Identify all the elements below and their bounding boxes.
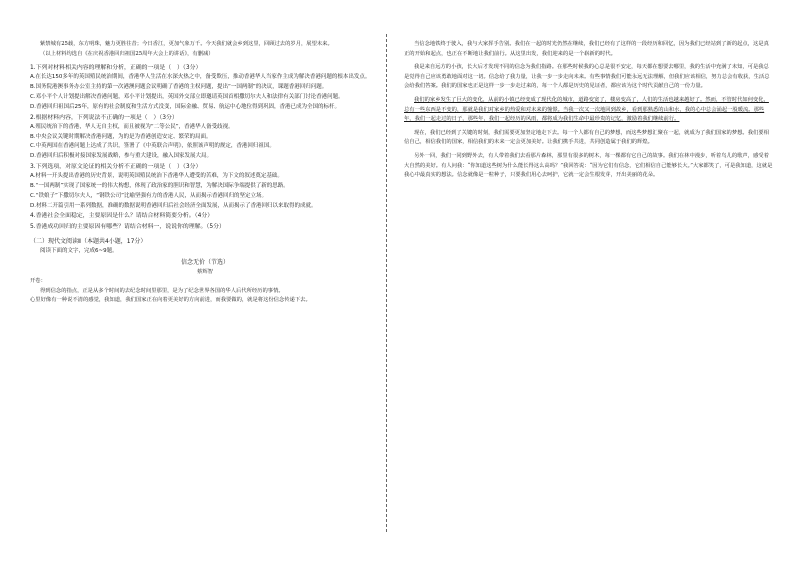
- story-author: 蔡辉智: [197, 268, 213, 275]
- question-5: 5.香港成功回归的主要原因有哪些？请结合材料一，说说你的理解。（5分）: [30, 223, 225, 230]
- story-paragraph-4-underlined: 我们的家乡发生了巨大的变化，从前的小镇已经变成了现代化的城市，道路变宽了，楼房变高了，人们的生活也越来越好了。然而，不管时代如何变化，总有一些东西是不变的，那就是我们对家乡的热爱和对未来的憧憬。当我一次又一次地回到故乡，看到那熟悉的山和水，我的心中总会涌起一股暖流。那些年，我们一起走过的日子，那些年，我们一起经历的风雨，都将成为我们生命中最珍贵的记忆，激励着我们继续前行。: [404, 96, 769, 123]
- right-column: [404, 40, 774, 181]
- story-paragraph-3: 我是来自远方的小孩，长大后才发现不同的信念为我们指路。在那些时候我的心总是很不安定，每天都在想要去哪里，我的生活中充满了未知，可是我总是觉得自己应该勇敢地面对这一切。信念给了我力量，让我一步一步走向未来。有些事情我们可能永远无法理解，但我们应该相信，努力总会有收获，生活总会给我们答案。我们的国家也正是这样一步一步走过来的，每一个人都是历史的见证者，都应该为这个时代贡献自己的一份力量。: [404, 64, 770, 90]
- question-2-option-b: B.中央会议关键时期解决香港问题，为的是为香港创造安定、繁荣的局面。: [30, 133, 212, 140]
- question-1-option-a: A.在长达150多年的英国殖民统治期间，香港华人生活在水深火热之中，备受欺压，推动香港华人当家作主成为解决香港问题的根本出发点。: [30, 74, 371, 81]
- story-paragraph-5: 现在，我们已经到了关键的时刻，我们需要更加坚定地走下去。每一个人都有自己的梦想，而这些梦想汇聚在一起，就成为了我们国家的梦想。我们要相信自己，相信我们的国家，相信我们的未来一定会更加美好。让我们携手共进，共同创造属于我们的辉煌。: [404, 129, 769, 146]
- question-4: 4.香港社会全面稳定，主要原因是什么？请结合材料简要分析。（4分）: [30, 213, 214, 220]
- column-divider: [386, 34, 387, 532]
- question-2-stem: 2.根据材料内容，下列说法不正确的一项是（ ）（3分）: [30, 114, 178, 121]
- question-2-option-d: D.香港回归后积极对接国家发展战略，参与重大建设，融入国家发展大局。: [30, 153, 212, 160]
- question-3-option-a: A.材料一开头提出香港的历史背景，说明英国殖民统治下香港华人遭受的苦难，为下文的叙述奠定基础。: [30, 173, 283, 180]
- story-paragraph-6: 另外一回，我们一同到野外去，有人带着我们去看那片森林，那里有很多的树木，每一棵都有它自己的故事。我们在林中漫步，听着鸟儿的歌声，感受着大自然的美好。有人问我：“你知道这些树为什么能长得这么高吗？”我回答说：“因为它们有信念，它们相信自己能够长大。”大家都笑了，可是我知道，这就是我心中最真实的想法。信念就像是一粒种子，只要我们用心去呵护，它就一定会生根发芽，开出美丽的花朵。: [404, 152, 773, 179]
- question-3-option-d: D.材料二开篇引用一系列数据，准确的数据说明香港回归后社会经济全面发展，从而揭示了香港回归以来取得的成就。: [30, 202, 317, 209]
- story-paragraph-1: 得到信念的指点，正是从多个时间的去纪念时间里那里，是为了纪念世界各国的华人后代所经历的事情。: [40, 287, 284, 294]
- question-1-stem: 1.下列对材料相关内容的理解和分析，正确的一项是（ ）（3分）: [30, 65, 202, 72]
- question-2-option-c: C.中英两国在香港问题上达成了共识，签署了《中英联合声明》，依照该声明的规定，香港回归祖国。: [30, 143, 275, 150]
- question-3-option-b: B.“一国两制”实现了国家统一的伟大构想，体现了政治家的胆识和智慧，为解决国际争端提供了新的思路。: [30, 182, 289, 189]
- story-paragraph-2: 当信念地铁终于驶入，我与大家挥手告别。我们在一起的时光仍然在继续，我们已经有了这样的一段经历和回忆，因为我们已经站到了新的起点，这是真正的开始和起点，也正在不断地让我们前行。从这里出发，我们迎来的是一个崭新的时代。: [404, 41, 769, 57]
- intro-source-note: （以上材料均选自《在庆祝香港回归祖国25周年大会上的讲话》，有删减）: [40, 50, 214, 57]
- left-column: [30, 40, 380, 306]
- story-title: 信念无价（节选）: [180, 258, 229, 266]
- question-2-option-a: A.殖民统治下的香港，华人无自主权，而且被视为“二等公民”，香港华人备受歧视。: [30, 123, 234, 130]
- story-opening-label: 开卷：: [30, 278, 46, 285]
- question-3-stem: 3.下列选项，对原文论证的相关分析不正确的一项是（ ）（3分）: [30, 163, 202, 170]
- question-3-option-c: C.“铁娘子”下撒切尔夫人，“钢铁公司”比喻坚强有力的香港人民，从而揭示香港回归的坚定立场。: [30, 192, 267, 199]
- story-paragraph-1-cont: 心里好像有一种说不清的感觉，我知道，我们国家正在向着更美好的方向前进，而我要做的，就是将这份信念传递下去。: [30, 297, 311, 304]
- question-1-option-b: B.国务院港澳事务办公室主持的第一次港澳问题会议明确了香港的主权问题，提出“一国两制”的决议，课题香港回归问题。: [30, 84, 328, 91]
- intro-text-1: 紫禁城有25载，东方明珠，魅力更胜往昔；今日香江，更加气象万千。今天我们就会乡到这里，回顾过去的岁月，展望未来。: [40, 41, 333, 47]
- reading-instruction: 阅读下面的文字，完成6~9题。: [40, 247, 118, 254]
- question-1-option-c: C.邓小平个人计划提出解决香港问题，邓小平计划提出，英国外交部立即邀请英国首相撒切尔夫人和法律有关部门讨论香港问题。: [30, 93, 344, 100]
- question-1-option-d: D.香港回归祖国后25年，原有的社会制度和生活方式没变，国际金融、贸易、航运中心地位得到巩固，香港已成为全国的标杆。: [30, 103, 340, 110]
- section-title: （二）现代文阅读Ⅱ（本题共4小题，17分）: [30, 237, 147, 245]
